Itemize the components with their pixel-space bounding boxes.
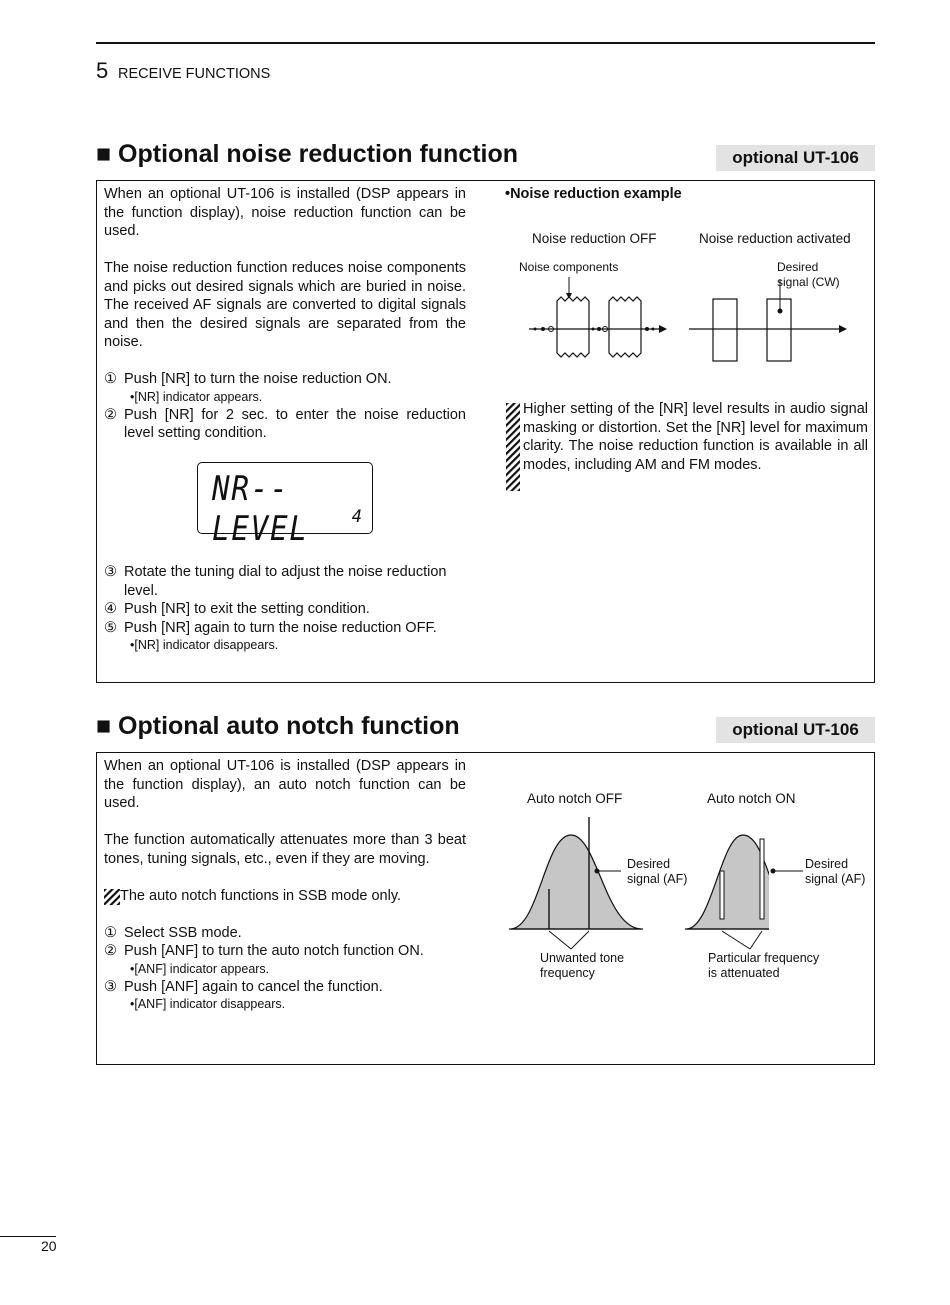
nr-left-column-lower (104, 563, 466, 654)
nr-step-3 (104, 563, 466, 600)
an-left-column (104, 757, 466, 1013)
nr-example-title: •Noise reduction example (505, 186, 682, 202)
page-number-rule (0, 1236, 56, 1237)
nr-example-diagram (517, 277, 857, 373)
page-number: 20 (41, 1238, 57, 1254)
lcd-display (197, 462, 373, 549)
step-number: ① (104, 924, 117, 941)
step-number: ④ (104, 601, 117, 617)
nr-optional-badge: optional UT-106 (716, 145, 875, 171)
nr-on-label: Noise reduction activated (699, 231, 851, 246)
step-text: Push [ANF] again to cancel the function. (124, 978, 383, 995)
nr-step-5 (104, 619, 466, 638)
step-number: ⑤ (104, 619, 117, 636)
lcd-main-text: NR--LEVEL (212, 469, 309, 549)
chapter-title: RECEIVE FUNCTIONS (118, 66, 271, 82)
step-number: ③ (104, 978, 117, 995)
unwanted-line2: frequency (540, 966, 595, 980)
step-subnote: •[NR] indicator disappears. (130, 638, 279, 652)
step-number: ① (104, 371, 117, 387)
unwanted-tone-label (540, 951, 624, 981)
nr-step-1 (104, 370, 466, 389)
an-section-box (96, 752, 875, 1065)
an-optional-badge: optional UT-106 (716, 717, 875, 743)
an-on-desired-label (805, 857, 865, 887)
desired-cw-line1: Desired (777, 260, 819, 274)
nr-section-title: ■ Optional noise reduction function (96, 140, 519, 168)
nr-para-2: The noise reduction function reduces noise components and picks out desired signals which are buried in noise. The received AF signals are converted to digital signals and then the desired signals are separated from the noise. (104, 260, 466, 350)
step-subnote: •[ANF] indicator appears. (130, 961, 270, 976)
step-text: Push [NR] again to turn the noise reduction OFF. (124, 619, 437, 636)
nr-note: Higher setting of the [NR] level results in audio signal masking or distortion. Set the [NR] level for maximum clarity. The noise reduction function is available in all modes, including AM and FM modes. (523, 401, 868, 473)
an-section-title: ■ Optional auto notch function (96, 712, 460, 740)
top-rule (96, 42, 875, 44)
an-para-1: When an optional UT-106 is installed (DSP appears in the function display), an auto notch function can be used. (104, 758, 466, 811)
desired-af-line2: signal (AF) (805, 872, 866, 886)
step-text: Rotate the tuning dial to adjust the noise reduction level. (124, 564, 447, 599)
an-step-3 (104, 978, 466, 997)
nr-step-2 (104, 406, 466, 443)
step-subnote: •[NR] indicator appears. (130, 389, 263, 404)
unwanted-line1: Unwanted tone (540, 951, 625, 965)
step-number: ② (104, 406, 117, 423)
lcd-level-value: 4 (351, 507, 362, 527)
attenuated-line2: is attenuated (708, 966, 780, 980)
an-note (104, 887, 466, 906)
nr-section-box (96, 180, 875, 683)
noise-components-label: Noise components (519, 260, 619, 274)
attenuated-label (708, 951, 819, 981)
an-on-label: Auto notch ON (707, 791, 796, 806)
step-number: ③ (104, 564, 117, 580)
desired-af-line2: signal (AF) (627, 872, 688, 886)
step-text: Push [NR] for 2 sec. to enter the noise reduction level setting condition. (124, 406, 466, 441)
desired-cw-line2: signal (CW) (777, 275, 840, 289)
an-off-desired-label (627, 857, 687, 887)
nr-off-label: Noise reduction OFF (532, 231, 657, 246)
step-text: Push [ANF] to turn the auto notch function ON. (124, 943, 424, 959)
caution-icon (506, 403, 520, 491)
step-text: Push [NR] to turn the noise reduction ON. (124, 371, 392, 387)
step-text: Select SSB mode. (124, 924, 242, 941)
step-text: Push [NR] to exit the setting condition. (124, 601, 370, 617)
an-step-1 (104, 924, 466, 943)
an-note-text: The auto notch functions in SSB mode only. (120, 887, 402, 904)
desired-af-line1: Desired (805, 857, 849, 871)
step-number: ② (104, 943, 117, 959)
an-step-2 (104, 942, 466, 961)
attenuated-line1: Particular frequency (708, 951, 820, 965)
nr-step-4 (104, 600, 466, 619)
desired-af-pointer (769, 863, 809, 883)
nr-left-column (104, 185, 466, 443)
an-off-label: Auto notch OFF (527, 791, 623, 806)
step-subnote: •[ANF] indicator disappears. (130, 997, 286, 1011)
chapter-number: 5 (96, 58, 109, 83)
an-para-2: The function automatically attenuates more than 3 beat tones, tuning signals, etc., even if they are moving. (104, 832, 466, 867)
caution-icon (104, 889, 120, 905)
nr-para-1: When an optional UT-106 is installed (DSP appears in the function display), noise reduction function can be used. (104, 186, 466, 239)
desired-af-line1: Desired (627, 857, 671, 871)
